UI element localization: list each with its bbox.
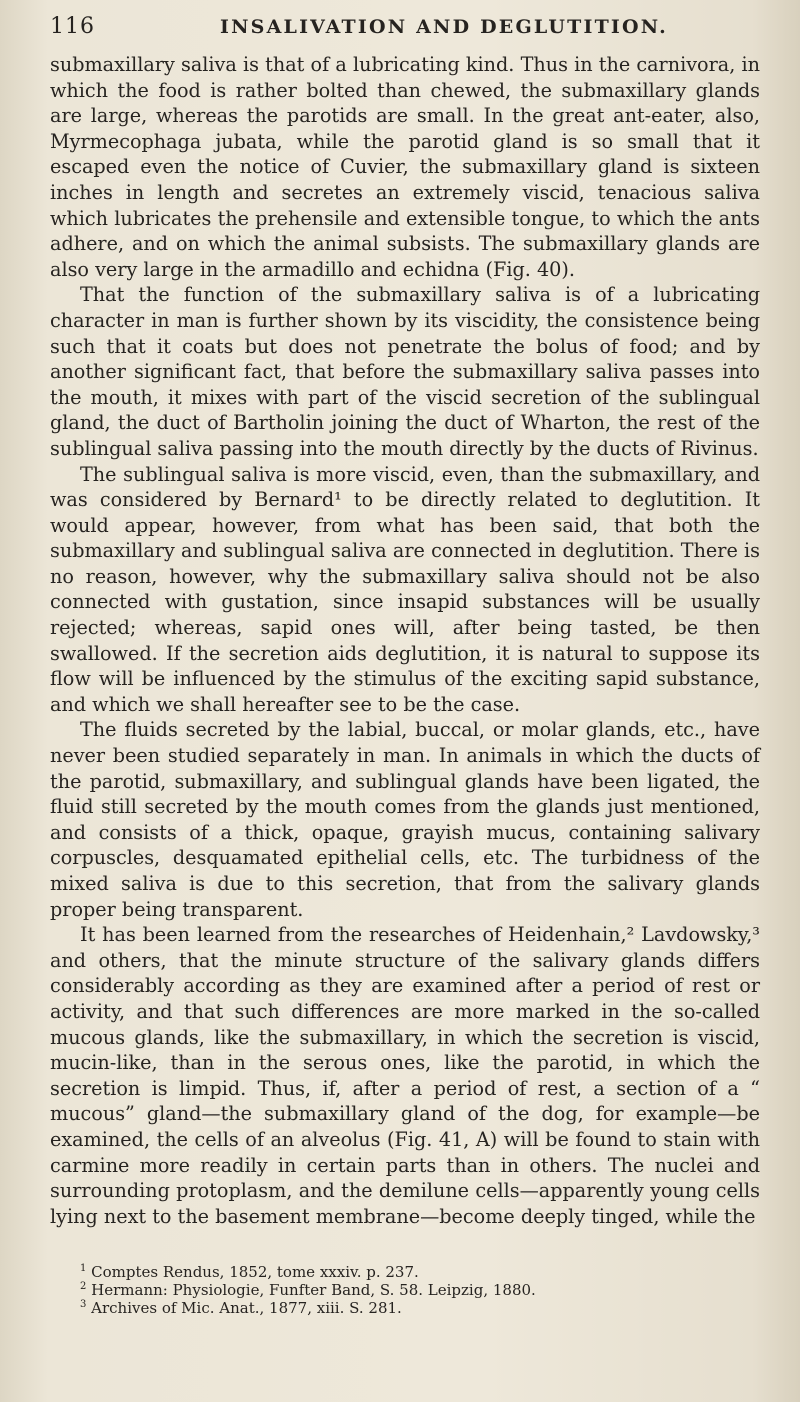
running-title: INSALIVATION AND DEGLUTITION. [220, 16, 668, 38]
footnote-3 [80, 1299, 760, 1317]
paragraph-4: The fluids secreted by the labial, buccal, or molar glands, etc., have never been studied separately in man. In animals in which the ducts of the parotid, submaxillary, and sublingual glands have been ligated, the fluid still secreted by the mouth comes from the glands just mentioned, and consists of a thick, opaque, grayish mucus, containing salivary corpuscles, desquamated epithelial cells, etc. The turbidness of the mixed saliva is due to this secretion, that from the salivary glands proper being transparent. [50, 718, 760, 921]
footnote-2 [80, 1281, 760, 1299]
paragraph-2: That the function of the submaxillary saliva is of a lubricating character in man is further shown by its viscidity, the consistence being such that it coats but does not penetrate the bolus of food; and by another significant fact, that before the submaxillary saliva passes into the mouth, it mixes with part of the viscid secretion of the sublingual gland, the duct of Bartholin joining the duct of Wharton, the rest of the sublingual saliva passing into the mouth directly by the ducts of Rivinus. [50, 283, 760, 460]
footnote-text: Archives of Mic. Anat., 1877, xiii. S. 281. [91, 1299, 402, 1318]
footnote-marker: 1 [80, 1263, 87, 1275]
footnote-text: Comptes Rendus, 1852, tome xxxiv. p. 237. [91, 1263, 419, 1282]
footnote-text: Hermann: Physiologie, Funfter Band, S. 58. Leipzig, 1880. [91, 1281, 536, 1300]
running-head [50, 14, 760, 44]
footnote-marker: 3 [80, 1299, 87, 1311]
paragraph-1: submaxillary saliva is that of a lubricating kind. Thus in the carnivora, in which the food is rather bolted than chewed, the submaxillary glands are large, whereas the parotids are small. In the great ant-eater, also, Myrmecophaga jubata, while the parotid gland is so small that it escaped even the notice of Cuvier, the submaxillary gland is sixteen inches in length and secretes an extremely viscid, tenacious saliva which lubricates the prehensile and extensible tongue, to which the ants adhere, and on which the animal subsists. The submaxillary glands are also very large in the armadillo and echidna (Fig. 40). [50, 53, 760, 281]
body-text [50, 52, 760, 1229]
paragraph-3: The sublingual saliva is more viscid, even, than the submaxillary, and was considered by Bernard¹ to be directly related to deglutition. It would appear, however, from what has been said, that both the submaxillary and sublingual saliva are connected in deglutition. There is no reason, however, why the submaxillary saliva should not be also connected with gustation, since insapid substances will be usually rejected; whereas, sapid ones will, after being tasted, be then swallowed. If the secretion aids deglutition, it is natural to suppose its flow will be influenced by the stimulus of the exciting sapid substance, and which we shall hereafter see to be the case. [50, 462, 760, 716]
page-number: 116 [50, 14, 95, 39]
paragraph-5: It has been learned from the researches of Heidenhain,² Lavdowsky,³ and others, that the minute structure of the salivary glands differs considerably according as they are examined after a period of rest or activity, and that such differences are more marked in the so-called mucous glands, like the submaxillary, in which the secretion is viscid, mucin-like, than in the serous ones, like the parotid, in which the secretion is limpid. Thus, if, after a period of rest, a section of a “ mucous” gland—the submaxillary gland of the dog, for example—be examined, the cells of an alveolus (Fig. 41, A) will be found to stain with carmine more readily in certain parts than in others. The nuclei and surrounding protoplasm, and the demilune cells—apparently young cells lying next to the basement membrane—become deeply tinged, while the [50, 923, 760, 1228]
footnotes [50, 1263, 760, 1317]
footnote-marker: 2 [80, 1281, 87, 1293]
footnote-1 [80, 1263, 760, 1281]
